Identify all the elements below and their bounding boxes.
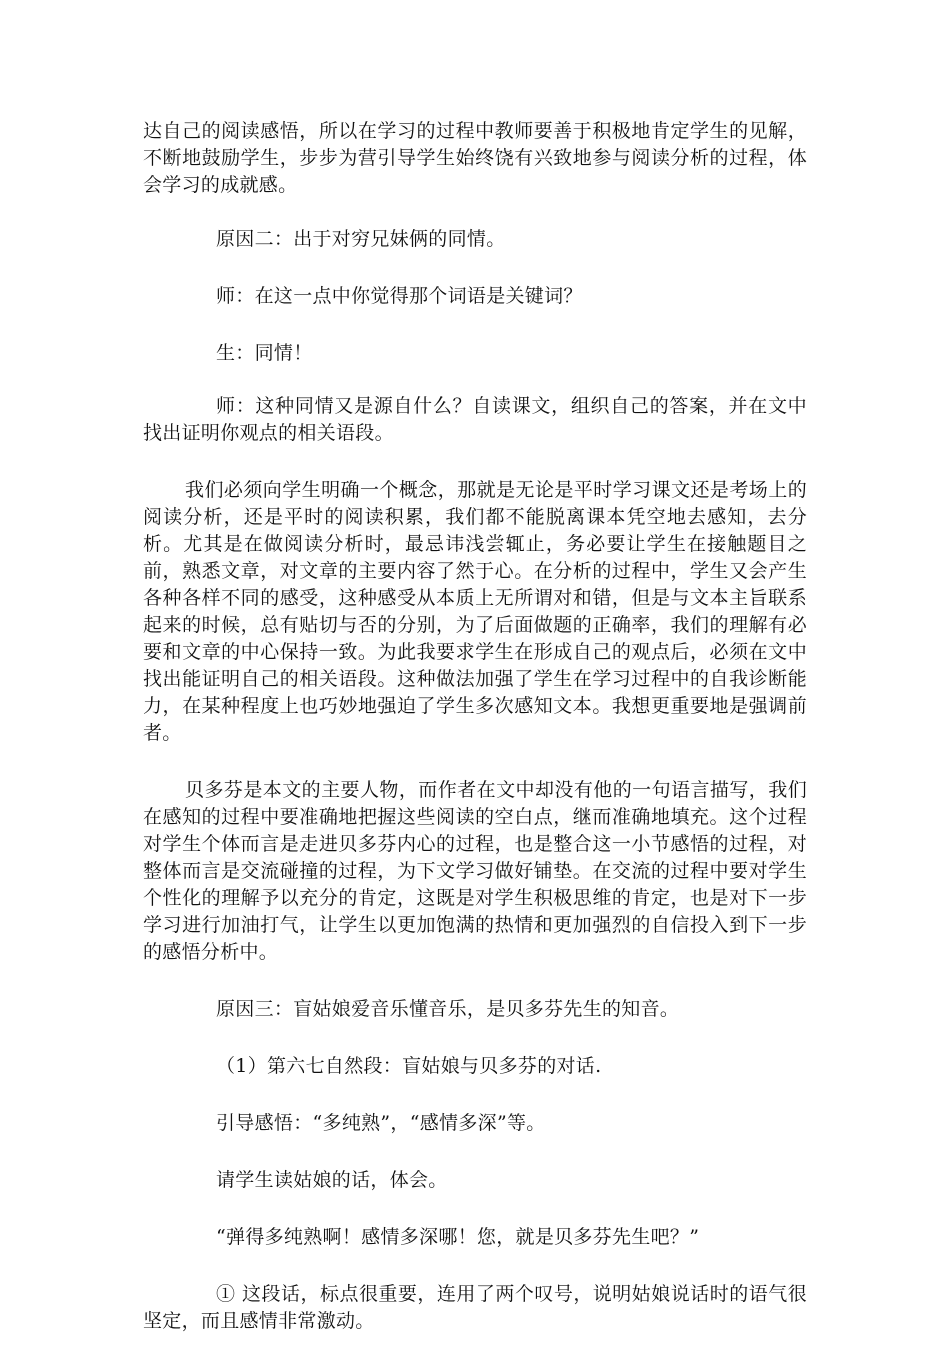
paragraph-analysis-point: ① 这段话，标点很重要，连用了两个叹号，说明姑娘说话时的语气很坚定，而且感情非常激动。 xyxy=(143,1283,807,1332)
paragraph-reflection-two: 贝多芬是本文的主要人物，而作者在文中却没有他的一句语言描写，我们在感知的过程中要准确地把握这些阅读的空白点，继而准确地填充。这个过程对学生个体而言是走进贝多芬内心的过程，也是整合这一小节感悟的过程，对整体而言是交流碰撞的过程，为下文学习做好铺垫。在交流的过程中要对学生个性化的理解予以充分的肯定，这既是对学生积极思维的肯定，也是对下一步学习进行加油打气，让学生以更加饱满的热情和更加强烈的自信投入到下一步的感悟分析中。 xyxy=(143,779,807,963)
paragraph-reason-three: 原因三：盲姑娘爱音乐懂音乐，是贝多芬先生的知音。 xyxy=(216,998,680,1020)
paragraph-teacher-question: 师：在这一点中你觉得那个词语是关键词？ xyxy=(216,285,583,307)
paragraph-quote: “弹得多纯熟啊！感情多深哪！您，就是贝多芬先生吧？” xyxy=(216,1226,700,1248)
paragraph-continued: 达自己的阅读感悟，所以在学习的过程中教师要善于积极地肯定学生的见解，不断地鼓励学生，步步为营引导学生始终饶有兴致地参与阅读分析的过程，体会学习的成就感。 xyxy=(143,120,807,196)
paragraph-reflection-one: 我们必须向学生明确一个概念，那就是无论是平时学习课文还是考场上的阅读分析，还是平时的阅读积累，我们都不能脱离课本凭空地去感知，去分析。尤其是在做阅读分析时，最忌讳浅尝辄止，务必要让学生在接触题目之前，熟悉文章，对文章的主要内容了然于心。在分析的过程中，学生又会产生各种各样不同的感受，这种感受从本质上无所谓对和错，但是与文本主旨联系起来的时候，总有贴切与否的分别，为了后面做题的正确率，我们的理解有必要和文章的中心保持一致。为此我要求学生在形成自己的观点后，必须在文中找出能证明自己的相关语段。这种做法加强了学生在学习过程中的自我诊断能力，在某种程度上也巧妙地强迫了学生多次感知文本。我想更重要地是强调前者。 xyxy=(143,479,807,744)
paragraph-reading-task: 请学生读姑娘的话，体会。 xyxy=(216,1169,448,1191)
paragraph-student-answer: 生：同情！ xyxy=(216,342,313,364)
paragraph-teacher-prompt: 师：这种同情又是源自什么？自读课文，组织自己的答案，并在文中找出证明你观点的相关语段。 xyxy=(143,395,807,444)
paragraph-guidance: 引导感悟：“多纯熟”，“感情多深”等。 xyxy=(216,1112,546,1134)
paragraph-reason-two: 原因二：出于对穷兄妹俩的同情。 xyxy=(216,228,506,250)
paragraph-section-one: （1）第六七自然段：盲姑娘与贝多芬的对话. xyxy=(216,1055,602,1077)
document-body xyxy=(143,118,807,1365)
